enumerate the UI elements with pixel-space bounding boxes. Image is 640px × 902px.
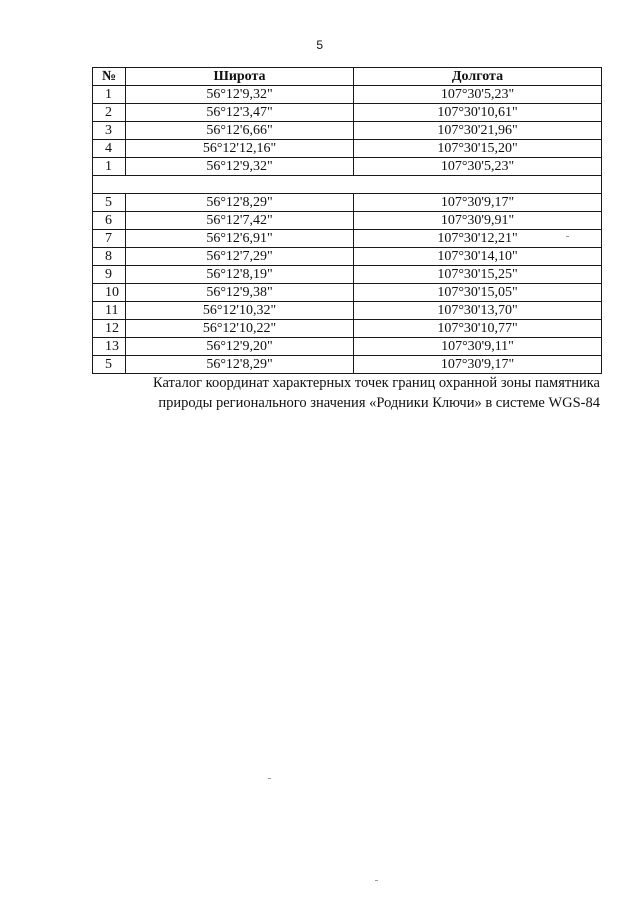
point-longitude: 107°30'9,91" — [354, 212, 602, 230]
point-longitude: 107°30'12,21" — [354, 230, 602, 248]
table-caption — [110, 373, 600, 413]
table-row — [93, 230, 602, 248]
coordinates-table — [92, 67, 602, 374]
point-number: 13 — [93, 338, 126, 356]
point-longitude: 107°30'9,17" — [354, 194, 602, 212]
point-latitude: 56°12'3,47" — [126, 104, 354, 122]
page-number: 5 — [316, 38, 324, 52]
table-row — [93, 212, 602, 230]
point-longitude: 107°30'5,23" — [354, 158, 602, 176]
table-row — [93, 248, 602, 266]
point-number: 1 — [93, 158, 126, 176]
point-latitude: 56°12'6,66" — [126, 122, 354, 140]
scan-speck — [268, 778, 271, 779]
point-number: 5 — [93, 194, 126, 212]
table-header-row — [93, 68, 602, 86]
table-row — [93, 356, 602, 374]
point-longitude: 107°30'10,61" — [354, 104, 602, 122]
point-latitude: 56°12'10,22" — [126, 320, 354, 338]
point-number: 10 — [93, 284, 126, 302]
table-row — [93, 86, 602, 104]
table-row — [93, 266, 602, 284]
point-number: 12 — [93, 320, 126, 338]
point-longitude: 107°30'13,70" — [354, 302, 602, 320]
point-number: 9 — [93, 266, 126, 284]
point-latitude: 56°12'7,29" — [126, 248, 354, 266]
point-number: 6 — [93, 212, 126, 230]
scan-speck — [566, 236, 569, 237]
point-latitude: 56°12'6,91" — [126, 230, 354, 248]
table-row — [93, 104, 602, 122]
point-longitude: 107°30'9,11" — [354, 338, 602, 356]
column-header-number: № — [93, 68, 126, 86]
point-longitude: 107°30'5,23" — [354, 86, 602, 104]
point-latitude: 56°12'10,32" — [126, 302, 354, 320]
table-row — [93, 320, 602, 338]
point-latitude: 56°12'9,38" — [126, 284, 354, 302]
point-longitude: 107°30'14,10" — [354, 248, 602, 266]
point-latitude: 56°12'12,16" — [126, 140, 354, 158]
table-spacer-row — [93, 176, 602, 194]
point-number: 7 — [93, 230, 126, 248]
point-number: 11 — [93, 302, 126, 320]
column-header-latitude: Широта — [126, 68, 354, 86]
table-row — [93, 194, 602, 212]
point-number: 4 — [93, 140, 126, 158]
column-header-longitude: Долгота — [354, 68, 602, 86]
table-row — [93, 122, 602, 140]
scan-speck — [375, 880, 378, 881]
table-row — [93, 338, 602, 356]
point-longitude: 107°30'21,96" — [354, 122, 602, 140]
point-longitude: 107°30'10,77" — [354, 320, 602, 338]
point-latitude: 56°12'8,29" — [126, 356, 354, 374]
point-number: 5 — [93, 356, 126, 374]
table-row — [93, 140, 602, 158]
point-number: 2 — [93, 104, 126, 122]
point-longitude: 107°30'15,25" — [354, 266, 602, 284]
point-longitude: 107°30'9,17" — [354, 356, 602, 374]
point-longitude: 107°30'15,20" — [354, 140, 602, 158]
point-latitude: 56°12'8,19" — [126, 266, 354, 284]
point-longitude: 107°30'15,05" — [354, 284, 602, 302]
caption-line-1: Каталог координат характерных точек границ охранной зоны памятника — [152, 375, 600, 391]
table-row — [93, 302, 602, 320]
point-latitude: 56°12'9,32" — [126, 158, 354, 176]
point-number: 3 — [93, 122, 126, 140]
point-latitude: 56°12'9,20" — [126, 338, 354, 356]
table-row — [93, 158, 602, 176]
spacer-cell — [93, 176, 602, 194]
point-latitude: 56°12'7,42" — [126, 212, 354, 230]
point-number: 1 — [93, 86, 126, 104]
point-latitude: 56°12'8,29" — [126, 194, 354, 212]
point-number: 8 — [93, 248, 126, 266]
table-row — [93, 284, 602, 302]
caption-line-2: природы регионального значения «Родники Ключи» в системе WGS-84 — [158, 395, 600, 411]
point-latitude: 56°12'9,32" — [126, 86, 354, 104]
